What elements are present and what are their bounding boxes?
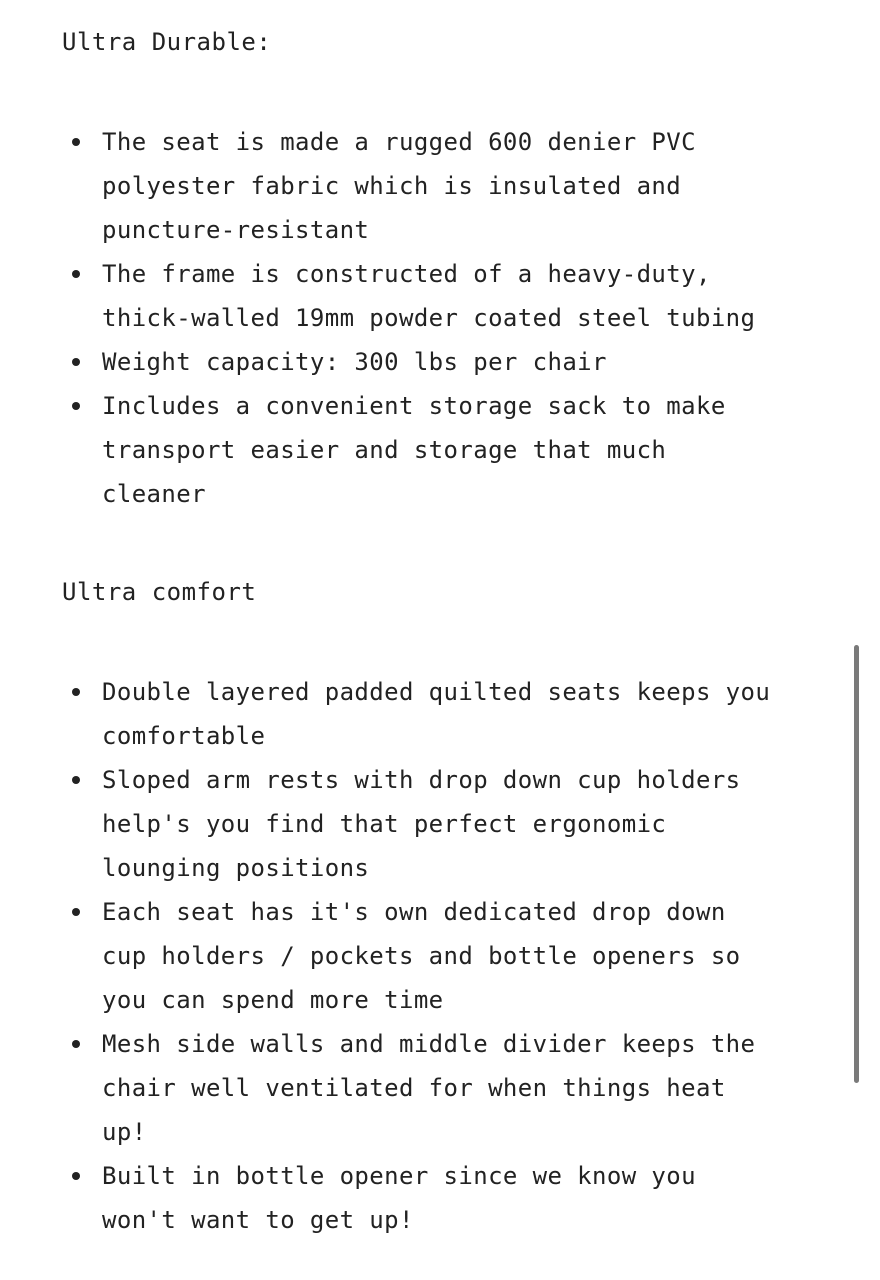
vertical-scrollbar-thumb[interactable] <box>854 645 859 1083</box>
list-item: Includes a convenient storage sack to make transport easier and storage that much cleaner <box>62 384 832 516</box>
ultra-durable-feature-list <box>62 120 832 516</box>
bullet-icon <box>72 270 80 278</box>
section-heading-ultra-comfort: Ultra comfort <box>62 578 257 606</box>
bullet-icon <box>72 688 80 696</box>
bullet-icon <box>72 1172 80 1180</box>
list-item: Mesh side walls and middle divider keeps the chair well ventilated for when things heat up! <box>62 1022 832 1154</box>
ultra-comfort-feature-list <box>62 670 832 1242</box>
list-item: Built in bottle opener since we know you won't want to get up! <box>62 1154 832 1242</box>
bullet-icon <box>72 358 80 366</box>
list-item: The seat is made a rugged 600 denier PVC polyester fabric which is insulated and puncture-resistant <box>62 120 832 252</box>
section-heading-ultra-durable: Ultra Durable: <box>62 28 272 56</box>
bullet-icon <box>72 138 80 146</box>
product-description <box>62 24 832 1242</box>
list-item: The frame is constructed of a heavy-duty, thick-walled 19mm powder coated steel tubing <box>62 252 832 340</box>
bullet-icon <box>72 402 80 410</box>
list-item: Each seat has it's own dedicated drop down cup holders / pockets and bottle openers so you can spend more time <box>62 890 832 1022</box>
bullet-icon <box>72 1040 80 1048</box>
list-item: Sloped arm rests with drop down cup holders help's you find that perfect ergonomic lounging positions <box>62 758 832 890</box>
bullet-icon <box>72 908 80 916</box>
list-item: Weight capacity: 300 lbs per chair <box>62 340 832 384</box>
list-item: Double layered padded quilted seats keeps you comfortable <box>62 670 832 758</box>
bullet-icon <box>72 776 80 784</box>
